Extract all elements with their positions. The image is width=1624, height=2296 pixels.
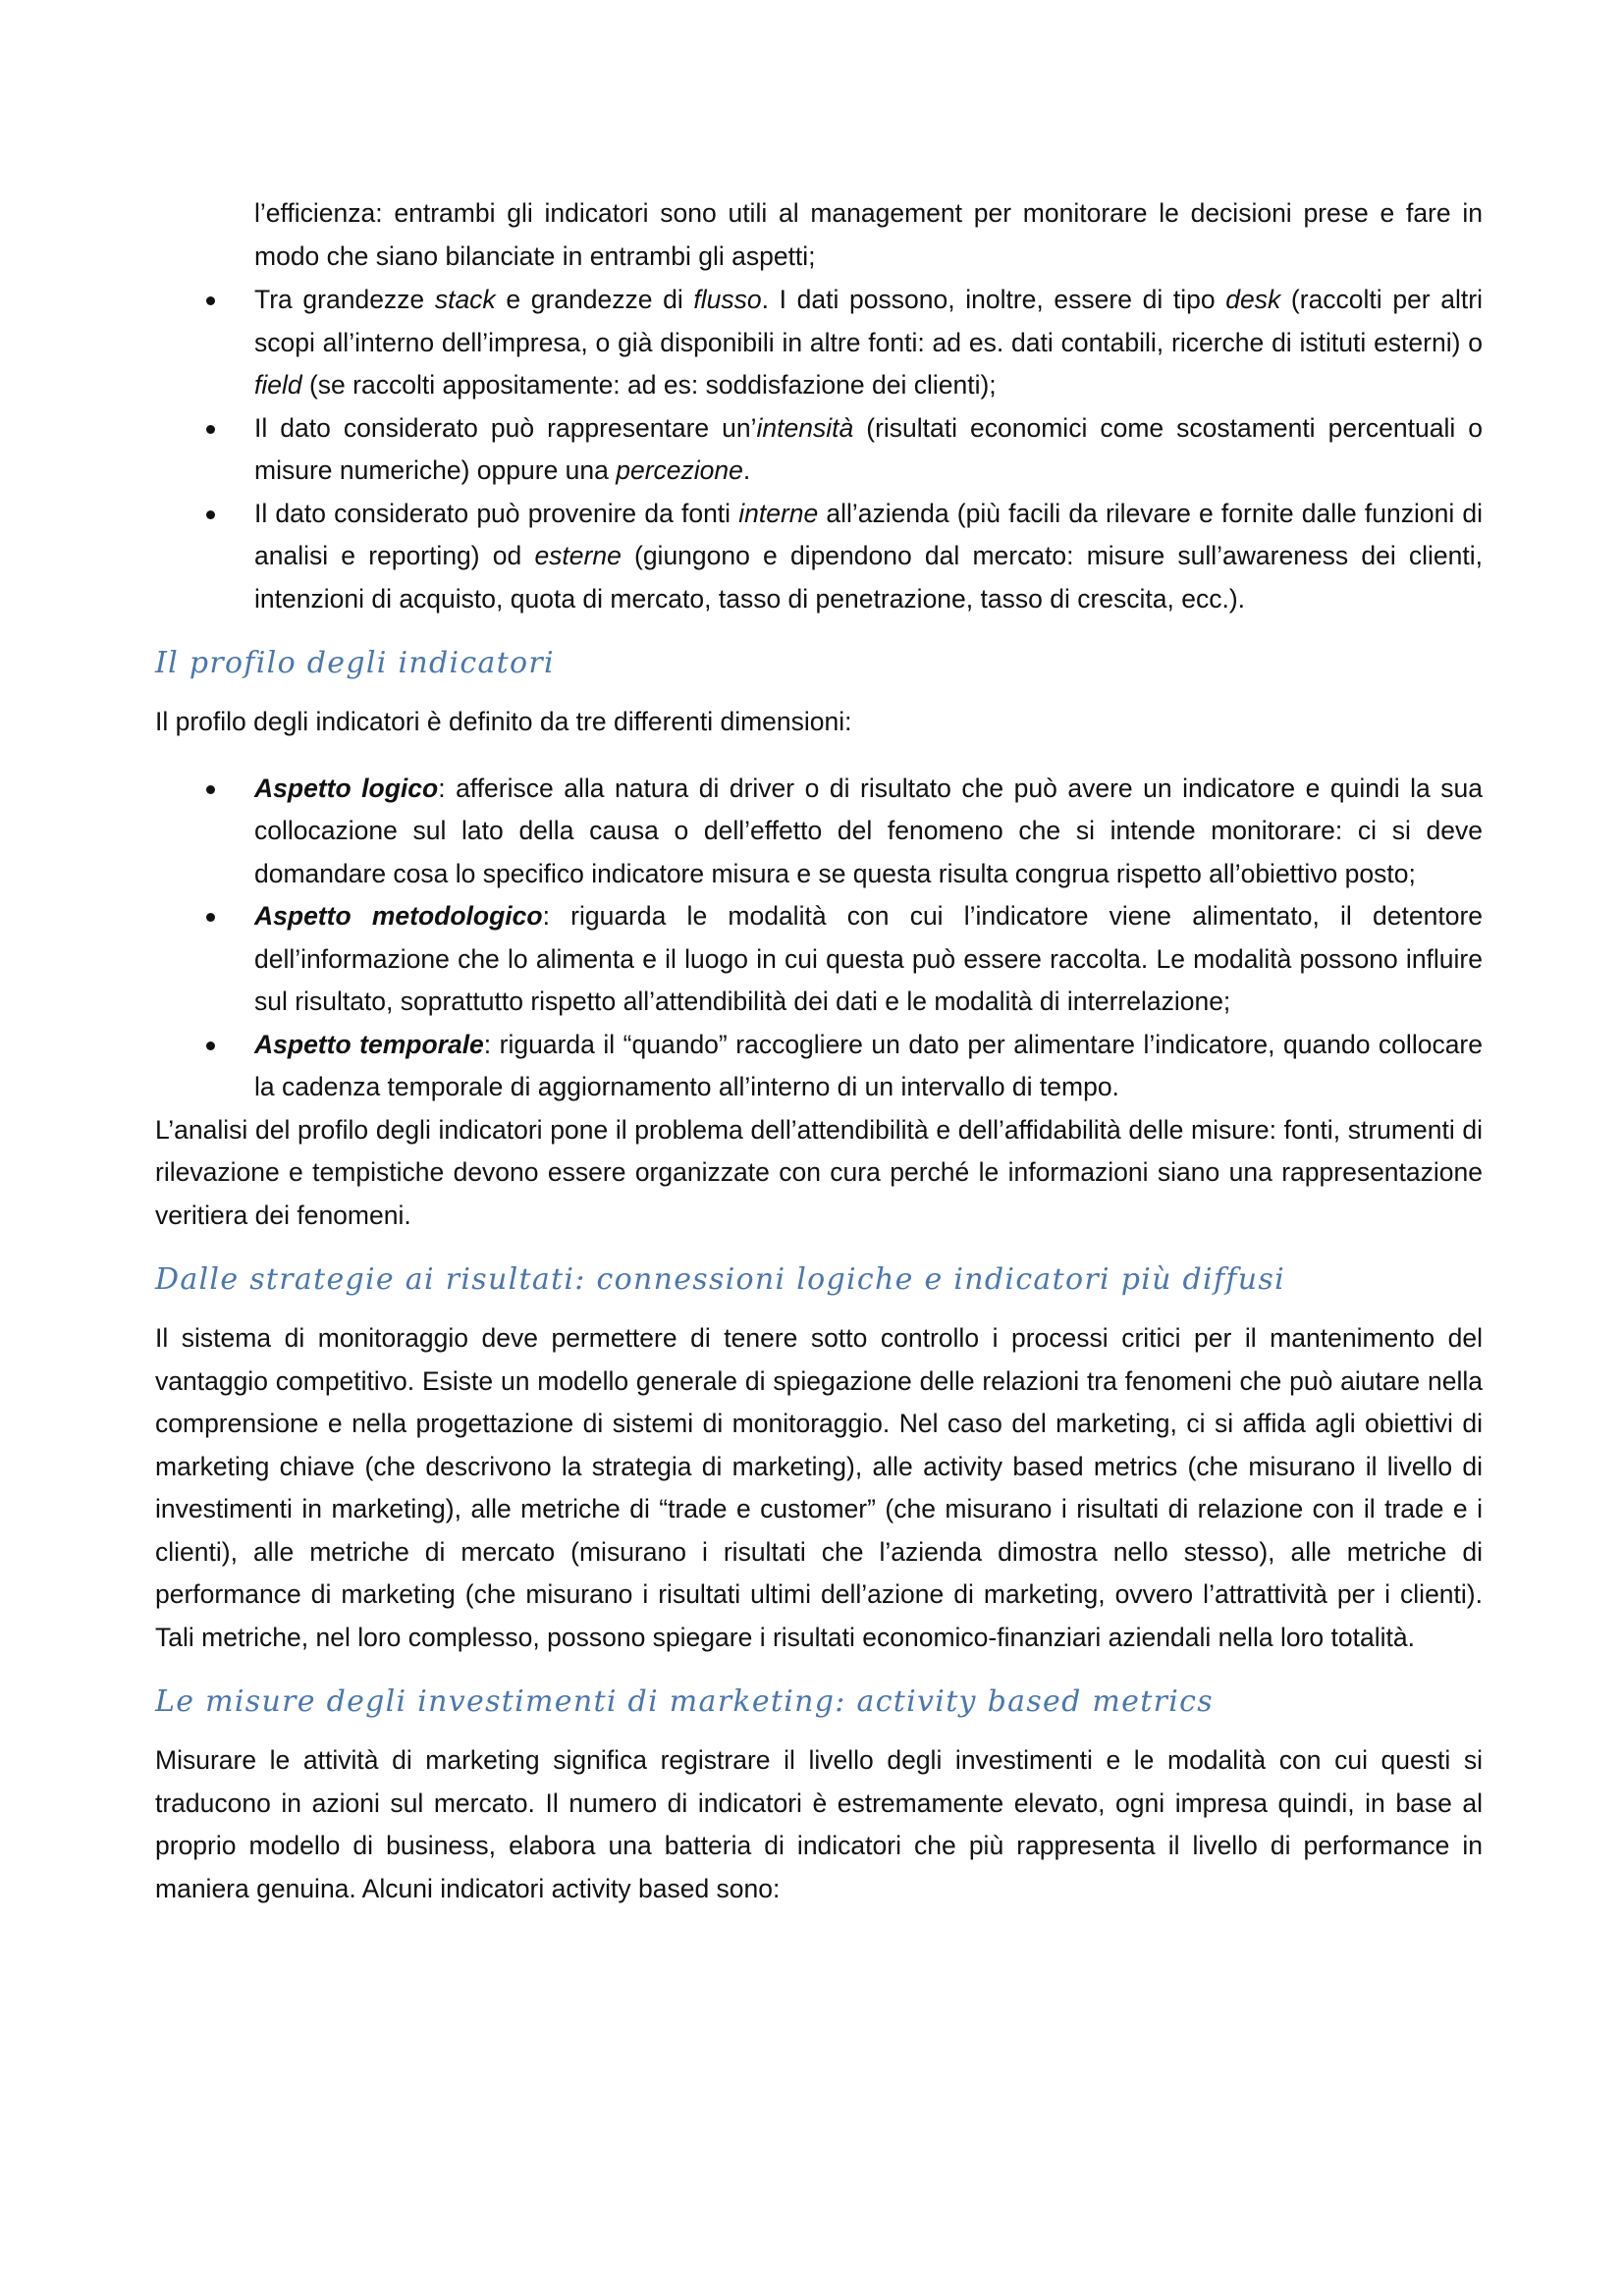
bullet-icon xyxy=(206,296,215,305)
list-item: Tra grandezze stack e grandezze di flusso. I dati possono, inoltre, essere di tipo desk (raccolti per altri scopi all’interno dell’impresa, o già disponibili in altre fonti: ad es. dati contabili, ricerche di istituti esterni) o field (se raccolti appositamente: ad es: soddisfazione dei clienti); xyxy=(155,279,1483,407)
page-content xyxy=(155,192,1483,1910)
continuation-paragraph: l’efficienza: entrambi gli indicatori sono utili al management per monitorare le decisioni prese e fare in modo che siano bilanciate in entrambi gli aspetti; xyxy=(254,198,1483,271)
list-item: Aspetto temporale: riguarda il “quando” raccogliere un dato per alimentare l’indicatore, quando collocare la cadenza temporale di aggiornamento all’interno di un intervallo di tempo. xyxy=(155,1024,1483,1109)
section-intro: Il profilo degli indicatori è definito da tre differenti dimensioni: xyxy=(155,707,852,736)
section-heading-profilo: Il profilo degli indicatori xyxy=(155,646,555,680)
list-item: Aspetto metodologico: riguarda le modalità con cui l’indicatore viene alimentato, il detentore dell’informazione che lo alimenta e il luogo in cui questa può essere raccolta. Le modalità possono influire sul risultato, soprattutto rispetto all’attendibilità dei dati e le modalità di interrelazione; xyxy=(155,895,1483,1024)
term-label: Aspetto metodologico xyxy=(254,901,543,931)
data-types-list xyxy=(155,279,1483,620)
bullet-icon xyxy=(206,425,215,434)
bullet-icon xyxy=(206,913,215,922)
body-paragraph: L’analisi del profilo degli indicatori pone il problema dell’attendibilità e dell’affidabilità delle misure: fonti, strumenti di rilevazione e tempistiche devono essere organizzate con cura perché le informazioni siano una rappresentazione veritiera dei fenomeni. xyxy=(155,1114,1483,1230)
term-label: Aspetto logico xyxy=(254,773,439,803)
list-item: Aspetto logico: afferisce alla natura di driver o di risultato che può avere un indicatore e quindi la sua collocazione sul lato della causa o dell’effetto del fenomeno che si intende monitorare: ci si deve domandare cosa lo specifico indicatore misura e se questa risulta congrua rispetto all’obiettivo posto; xyxy=(155,768,1483,896)
section-heading-strategie: Dalle strategie ai risultati: connessioni logiche e indicatori più diffusi xyxy=(155,1262,1285,1297)
term-label: Aspetto temporale xyxy=(254,1029,484,1059)
body-paragraph: Il sistema di monitoraggio deve permettere di tenere sotto controllo i processi critici per il mantenimento del vantaggio competitivo. Esiste un modello generale di spiegazione delle relazioni tra fenomeni che può aiutare nella comprensione e nella progettazione di sistemi di monitoraggio. Nel caso del marketing, ci si affida agli obiettivi di marketing chiave (che descrivono la strategia di marketing), alle activity based metrics (che misurano il livello di investimenti in marketing), alle metriche di “trade e customer” (che misurano i risultati di relazione con il trade e i clienti), alle metriche di mercato (misurano i risultati che l’azienda dimostra nello stesso), alle metriche di performance di marketing (che misurano i risultati ultimi dell’azione di marketing, ovvero l’attrattività per i clienti). Tali metriche, nel loro complesso, possono spiegare i risultati economico-finanziari aziendali nella loro totalità. xyxy=(155,1323,1483,1652)
section-heading-misure: Le misure degli investimenti di marketing: activity based metrics xyxy=(155,1684,1214,1719)
list-item: Il dato considerato può provenire da fonti interne all’azienda (più facili da rilevare e fornite dalle funzioni di analisi e reporting) od esterne (giungono e dipendono dal mercato: misure sull’awareness dei clienti, intenzioni di acquisto, quota di mercato, tasso di penetrazione, tasso di crescita, ecc.). xyxy=(155,493,1483,621)
list-item: Il dato considerato può rappresentare un’intensità (risultati economici come scostamenti percentuali o misure numeriche) oppure una percezione. xyxy=(155,407,1483,493)
bullet-icon xyxy=(206,785,215,794)
body-paragraph: Misurare le attività di marketing significa registrare il livello degli investimenti e le modalità con cui questi si traducono in azioni sul mercato. Il numero di indicatori è estremamente elevato, ogni impresa quindi, in base al proprio modello di business, elabora una batteria di indicatori che più rappresenta il livello di performance in maniera genuina. Alcuni indicatori activity based sono: xyxy=(155,1745,1483,1903)
bullet-icon xyxy=(206,510,215,519)
bullet-icon xyxy=(206,1041,215,1050)
profile-dimensions-list xyxy=(155,768,1483,1109)
